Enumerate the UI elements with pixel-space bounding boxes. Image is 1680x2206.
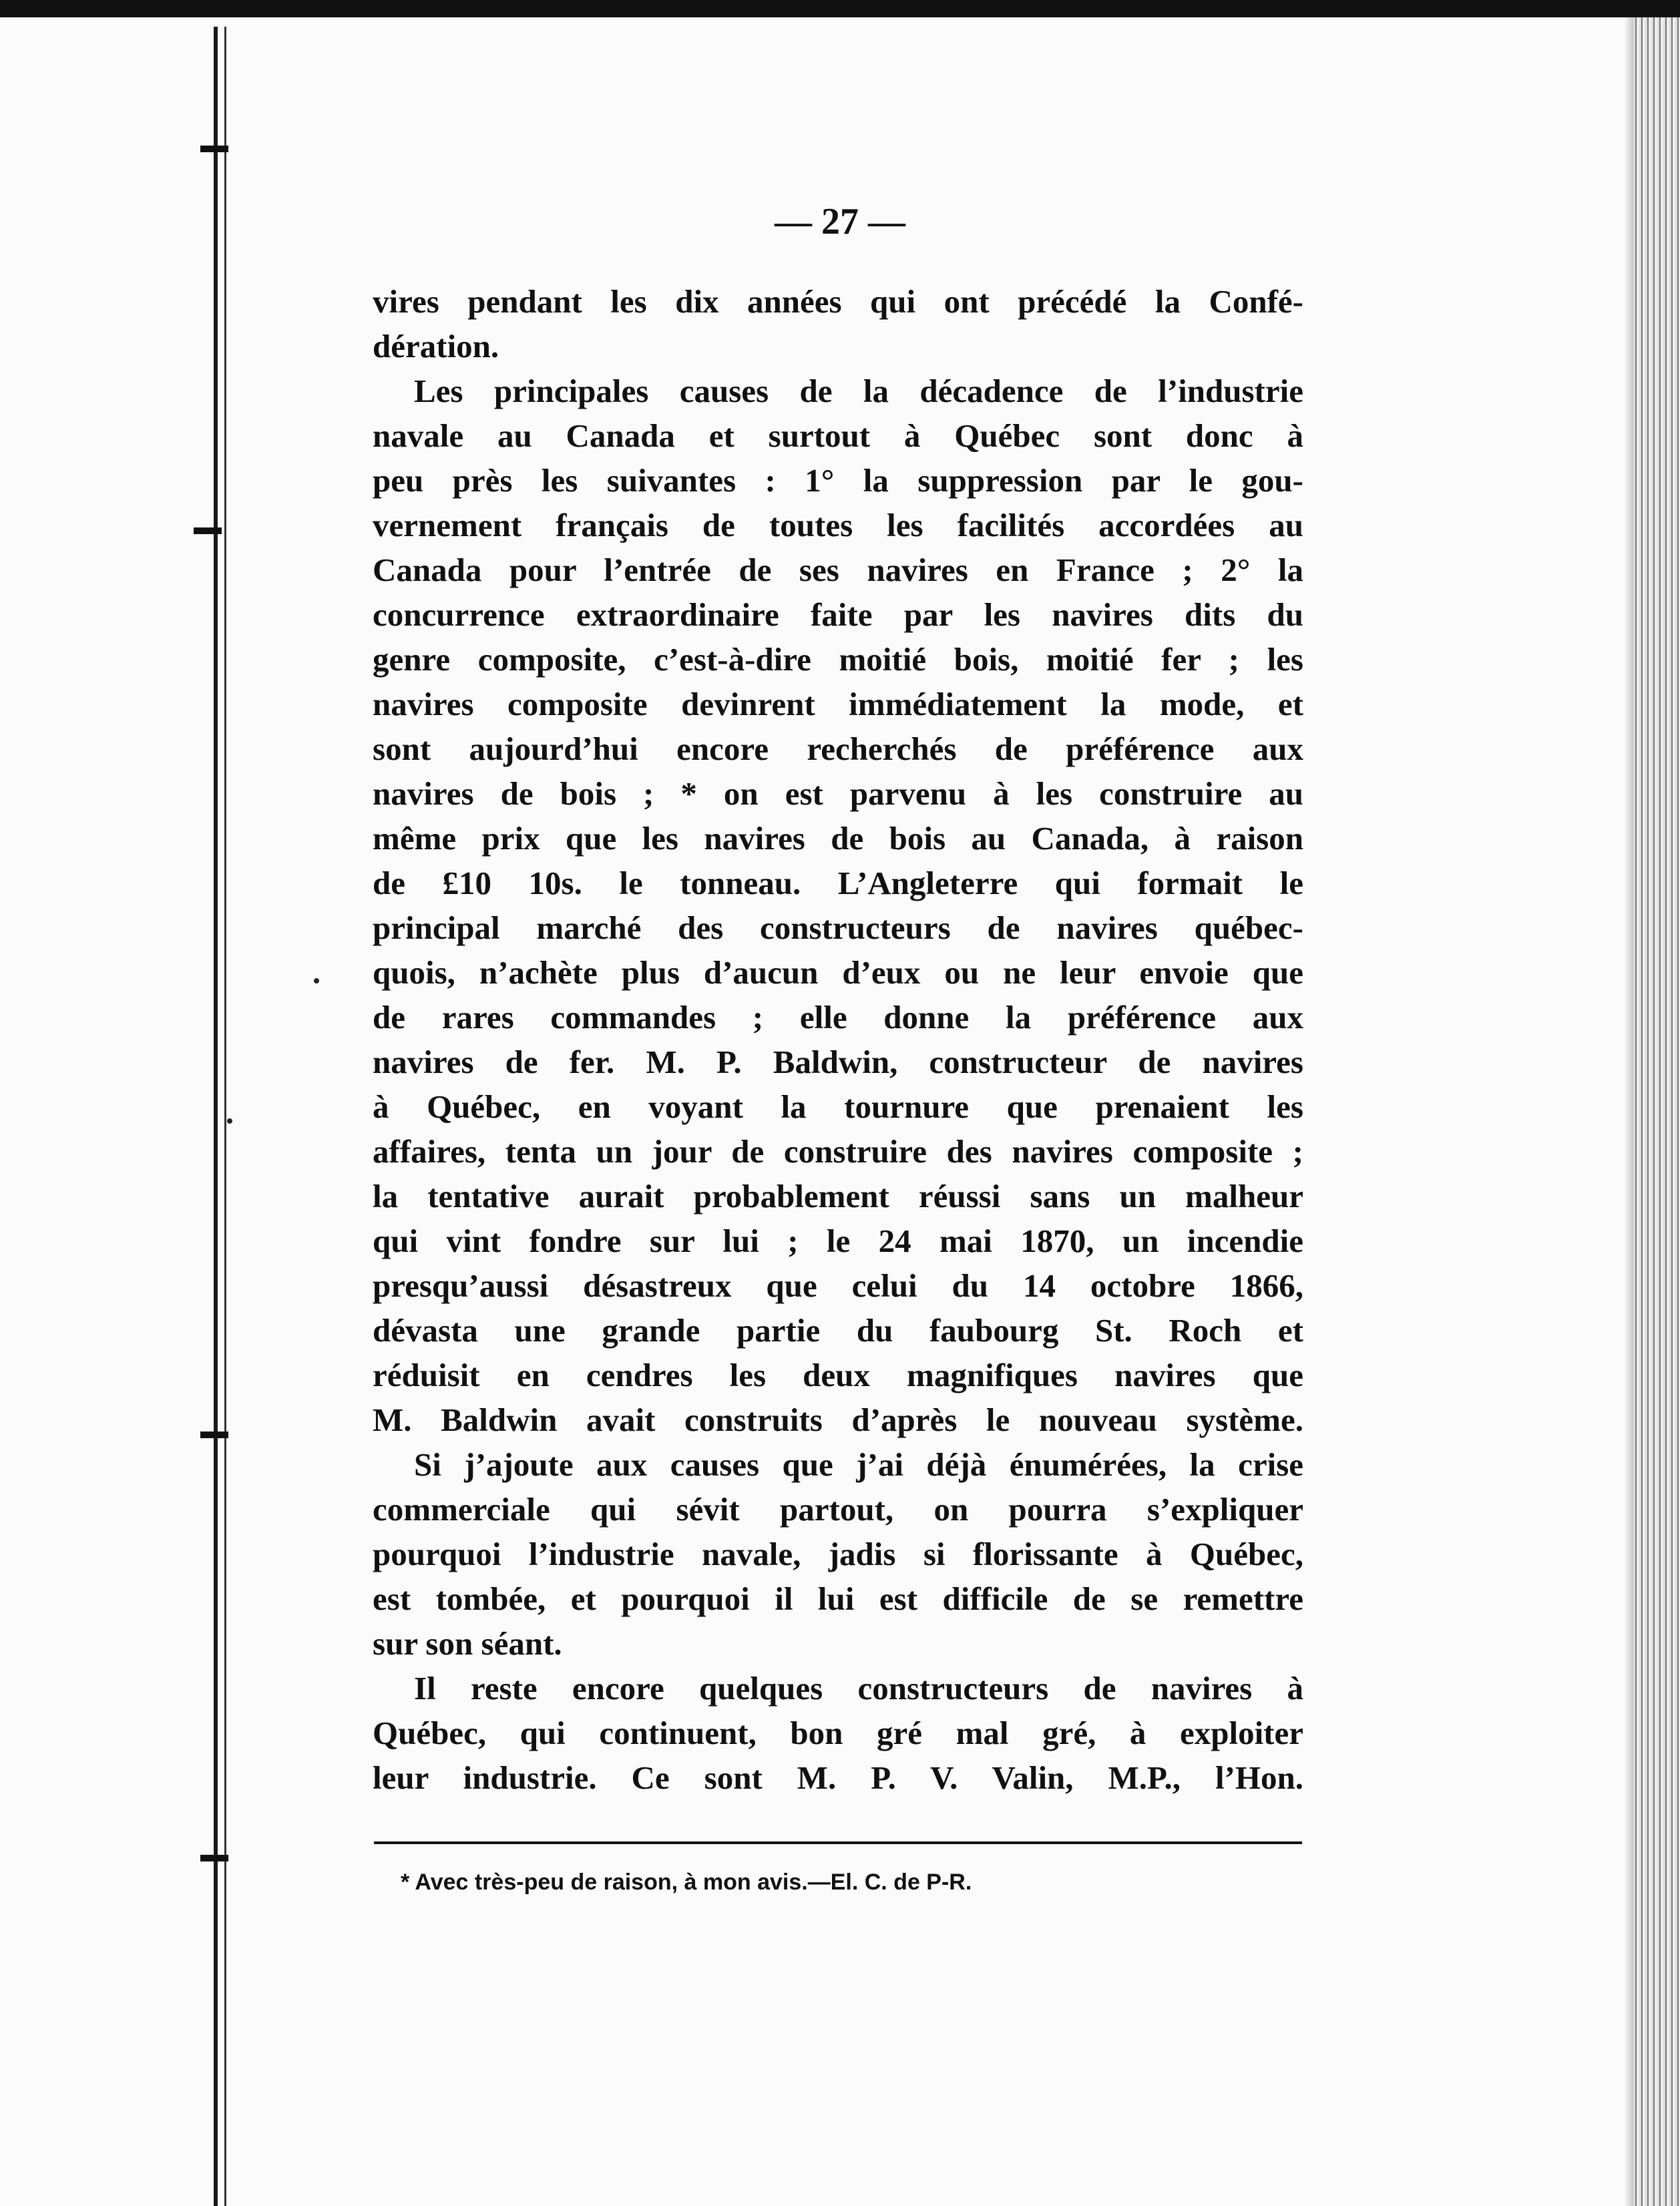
binding-mark bbox=[200, 146, 228, 152]
text-line: Les principales causes de la décadence de l’industrie bbox=[414, 373, 1303, 409]
text-line: quois, n’achète plus d’aucun d’eux ou ne leur envoie que bbox=[373, 954, 1303, 991]
text-line: Canada pour l’entrée de ses navires en France ; 2° la bbox=[373, 552, 1303, 588]
footnote: * Avec très-peu de raison, à mon avis.—El. C. de P-R. bbox=[401, 1869, 972, 1895]
text-line: navires composite devinrent immédiatement la mode, et bbox=[373, 686, 1303, 722]
text-line: Il reste encore quelques constructeurs de navires à bbox=[414, 1670, 1303, 1707]
text-line: à Québec, en voyant la tournure que prenaient les bbox=[373, 1088, 1303, 1125]
text-line: navires de bois ; * on est parvenu à les construire au bbox=[373, 775, 1303, 812]
text-line: qui vint fondre sur lui ; le 24 mai 1870, un incendie bbox=[373, 1223, 1303, 1259]
text-line: sont aujourd’hui encore recherchés de préférence aux bbox=[373, 730, 1303, 767]
page-number: — 27 — bbox=[775, 201, 905, 242]
text-line: vires pendant les dix années qui ont précédé la Confé- bbox=[373, 283, 1303, 320]
text-line: pourquoi l’industrie navale, jadis si florissante à Québec, bbox=[373, 1536, 1303, 1572]
binding-edge-inner bbox=[224, 27, 226, 2206]
text-line: de £10 10s. le tonneau. L’Angleterre qui formait le bbox=[373, 865, 1303, 901]
text-line: réduisit en cendres les deux magnifiques navires que bbox=[373, 1357, 1303, 1393]
text-line: dévasta une grande partie du faubourg St. Roch et bbox=[373, 1312, 1303, 1349]
text-line: dération. bbox=[373, 328, 499, 365]
text-line: leur industrie. Ce sont M. P. V. Valin, M.P., l’Hon. bbox=[373, 1759, 1303, 1796]
text-line: sur son séant. bbox=[373, 1625, 562, 1662]
text-line: Si j’ajoute aux causes que j’ai déjà énumérées, la crise bbox=[414, 1446, 1303, 1483]
binding-mark bbox=[200, 1431, 228, 1438]
text-line: presqu’aussi désastreux que celui du 14 octobre 1866, bbox=[373, 1267, 1303, 1304]
text-line: peu près les suivantes : 1° la suppression par le gou- bbox=[373, 462, 1303, 499]
binding-mark bbox=[200, 1855, 228, 1861]
text-line: navires de fer. M. P. Baldwin, constructeur de navires bbox=[373, 1044, 1303, 1080]
text-line: même prix que les navires de bois au Canada, à raison bbox=[373, 820, 1303, 857]
text-line: est tombée, et pourquoi il lui est difficile de se remettre bbox=[373, 1580, 1303, 1617]
text-line: M. Baldwin avait construits d’après le nouveau système. bbox=[373, 1401, 1303, 1438]
page-shadow bbox=[1624, 17, 1633, 2206]
scan-speck bbox=[227, 1118, 232, 1124]
text-line: affaires, tenta un jour de construire des navires composite ; bbox=[373, 1133, 1303, 1170]
binding-mark bbox=[194, 527, 222, 534]
text-line: de rares commandes ; elle donne la préférence aux bbox=[373, 999, 1303, 1036]
scan-top-border bbox=[0, 0, 1680, 17]
scan-speck bbox=[314, 978, 319, 983]
text-line: principal marché des constructeurs de navires québec- bbox=[373, 909, 1303, 946]
text-line: commerciale qui sévit partout, on pourra s’expliquer bbox=[373, 1491, 1303, 1528]
binding-edge bbox=[214, 27, 218, 2206]
page-stack-edge bbox=[1633, 17, 1680, 2206]
text-line: genre composite, c’est-à-dire moitié bois, moitié fer ; les bbox=[373, 641, 1303, 678]
text-line: la tentative aurait probablement réussi sans un malheur bbox=[373, 1178, 1303, 1215]
text-line: navale au Canada et surtout à Québec sont donc à bbox=[373, 417, 1303, 454]
footnote-rule bbox=[374, 1841, 1302, 1844]
text-line: Québec, qui continuent, bon gré mal gré, à exploiter bbox=[373, 1715, 1303, 1751]
text-line: concurrence extraordinaire faite par les navires dits du bbox=[373, 596, 1303, 633]
body-text bbox=[373, 279, 1303, 1800]
text-line: vernement français de toutes les facilités accordées au bbox=[373, 507, 1303, 543]
